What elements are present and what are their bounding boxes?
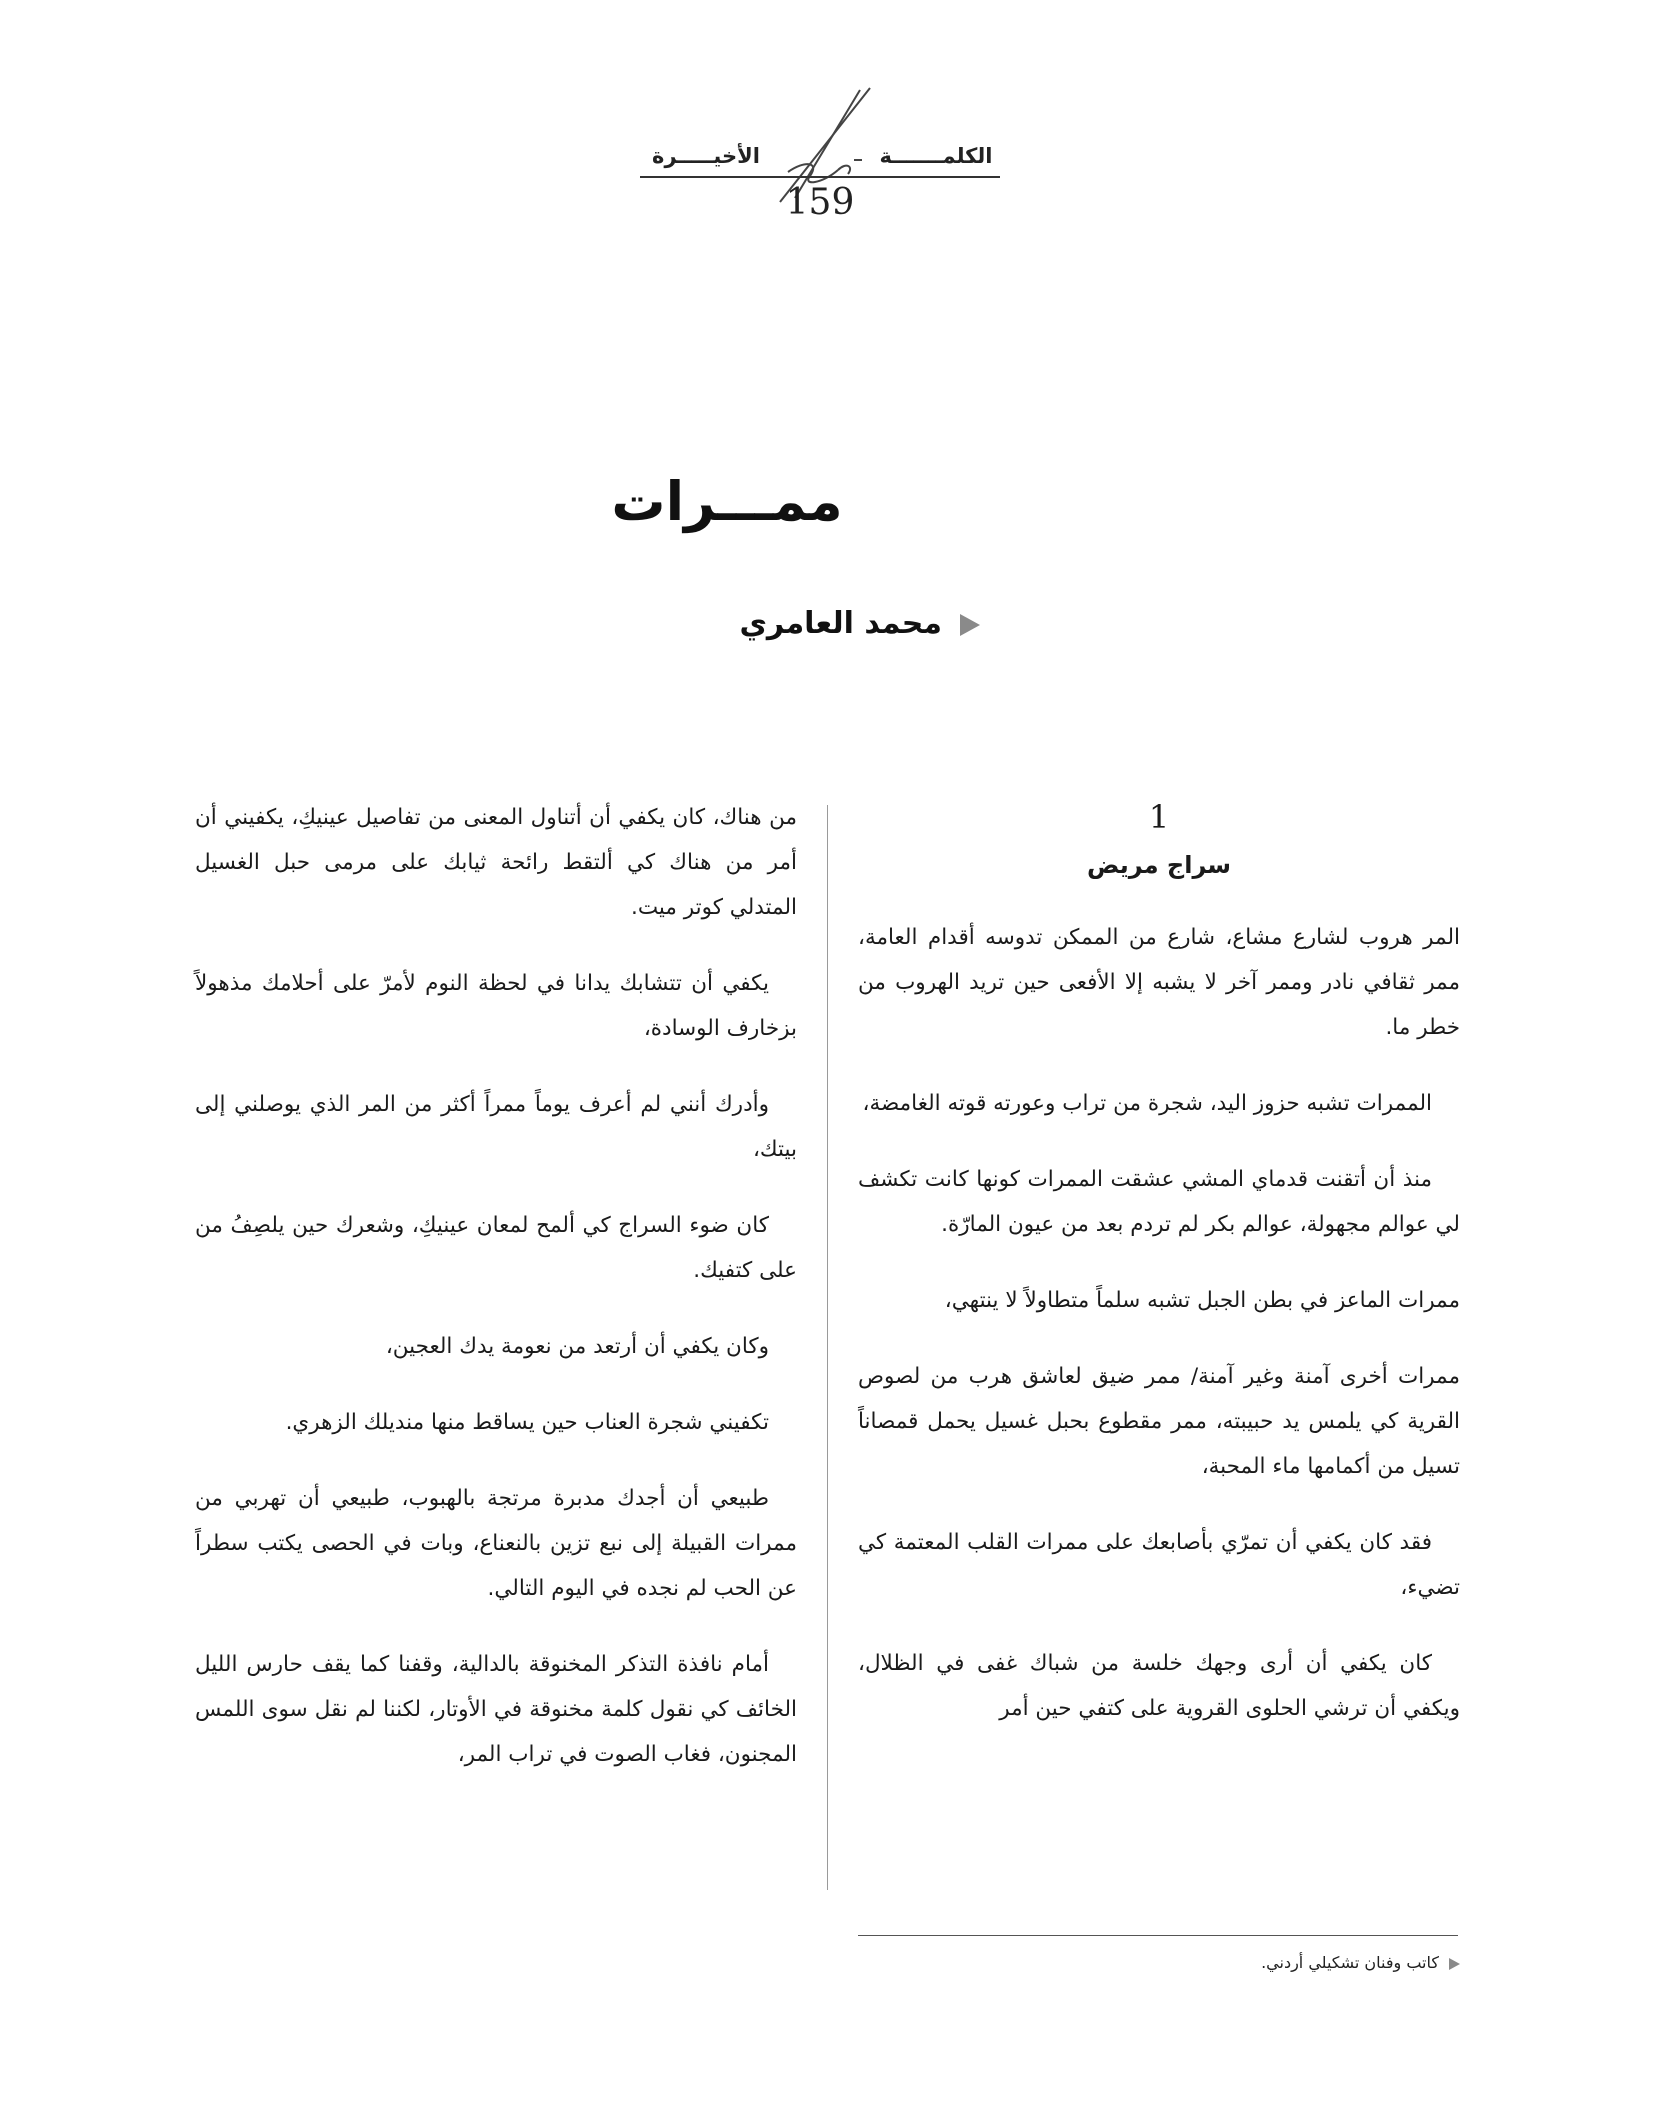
paragraph: كان ضوء السراج كي ألمح لمعان عينيكِ، وشعرك حين يلصِفُ من على كتفيك. — [195, 1213, 797, 1283]
section-number: 1 — [1148, 798, 1170, 836]
page-number: 159 — [785, 182, 855, 223]
section-label-secondary: الأخيـــــرة — [652, 144, 760, 168]
footnote-text: كاتب وفنان تشكيلي أردني. — [1261, 1953, 1439, 1972]
footnote — [1000, 1953, 1460, 1972]
header-rule — [640, 176, 1000, 178]
paragraph: طبيعي أن أجدك مدبرة مرتجة بالهبوب، طبيعي أن تهربي من ممرات القبيلة إلى نبع تزين بالنعناع، وبات في الحصى يكتب سطراً عن الحب لم نجده في اليوم التالي. — [195, 1486, 797, 1601]
author-name: محمد العامري — [739, 606, 942, 641]
author-line — [600, 606, 980, 641]
paragraph: ممرات الماعز في بطن الجبل تشبه سلماً متطاولاً لا ينتهي، — [944, 1288, 1460, 1313]
paragraph: الممرات تشبه حزوز اليد، شجرة من تراب وعورته قوته الغامضة، — [862, 1091, 1432, 1116]
section-heading: سراج مريض — [1087, 851, 1231, 879]
right-column — [858, 795, 1460, 1762]
paragraph: ممرات أخرى آمنة وغير آمنة/ ممر ضيق لعاشق هرب من لصوص القرية كي يلمس يد حبيبته، ممر مقطوع بحبل غسيل يحمل قمصاناً تسيل من أكمامها ماء المحبة، — [858, 1364, 1460, 1479]
paragraph: يكفي أن تتشابك يدانا في لحظة النوم لأمرّ على أحلامك مذهولاً بزخارف الوسادة، — [195, 971, 797, 1041]
paragraph: المر هروب لشارع مشاع، شارع من الممكن تدوسه أقدام العامة، ممر ثقافي نادر وممر آخر لا يشبه إلا الأفعى حين تريد الهروب من خطر ما. — [858, 925, 1460, 1040]
article-title: ممـــرات — [611, 470, 843, 533]
paragraph: وأدرك أنني لم أعرف يوماً ممراً أكثر من المر الذي يوصلني إلى بيتك، — [195, 1092, 797, 1162]
footnote-rule — [858, 1935, 1458, 1936]
running-header — [640, 80, 1000, 230]
left-column — [195, 795, 797, 1808]
paragraph: منذ أن أتقنت قدماي المشي عشقت الممرات كونها كانت تكشف لي عوالم مجهولة، عوالم بكر لم تردم بعد من عيون المارّة. — [858, 1167, 1460, 1237]
paragraph: فقد كان يكفي أن تمرّي بأصابعك على ممرات القلب المعتمة كي تضيء، — [858, 1530, 1460, 1600]
section-label: الكلمـــــــة — [879, 144, 993, 168]
paragraph: أمام نافذة التذكر المخنوقة بالدالية، وقفنا كما يقف حارس الليل الخائف كي نقول كلمة مخنوقة في الأوتار، لكننا لم نقل سوى اللمس المجنون، فغاب الصوت في تراب المر، — [195, 1652, 797, 1767]
paragraph: وكان يكفي أن أرتعد من نعومة يدك العجين، — [385, 1334, 769, 1359]
paragraph: تكفيني شجرة العناب حين يساقط منها منديلك الزهري. — [285, 1410, 769, 1435]
paragraph: من هناك، كان يكفي أن أتناول المعنى من تفاصيل عينيكِ، يكفيني أن أمر من هناك كي ألتقط رائحة ثيابك على مرمى حبل الغسيل المتدلي كوتر ميت. — [195, 805, 797, 920]
triangle-bullet-icon — [960, 614, 980, 636]
paragraph: كان يكفي أن أرى وجهك خلسة من شباك غفى في الظلال، ويكفي أن ترشي الحلوى القروية على كتفي حين أمر — [858, 1651, 1460, 1721]
triangle-bullet-icon — [1449, 1958, 1460, 1970]
column-divider — [827, 805, 828, 1890]
